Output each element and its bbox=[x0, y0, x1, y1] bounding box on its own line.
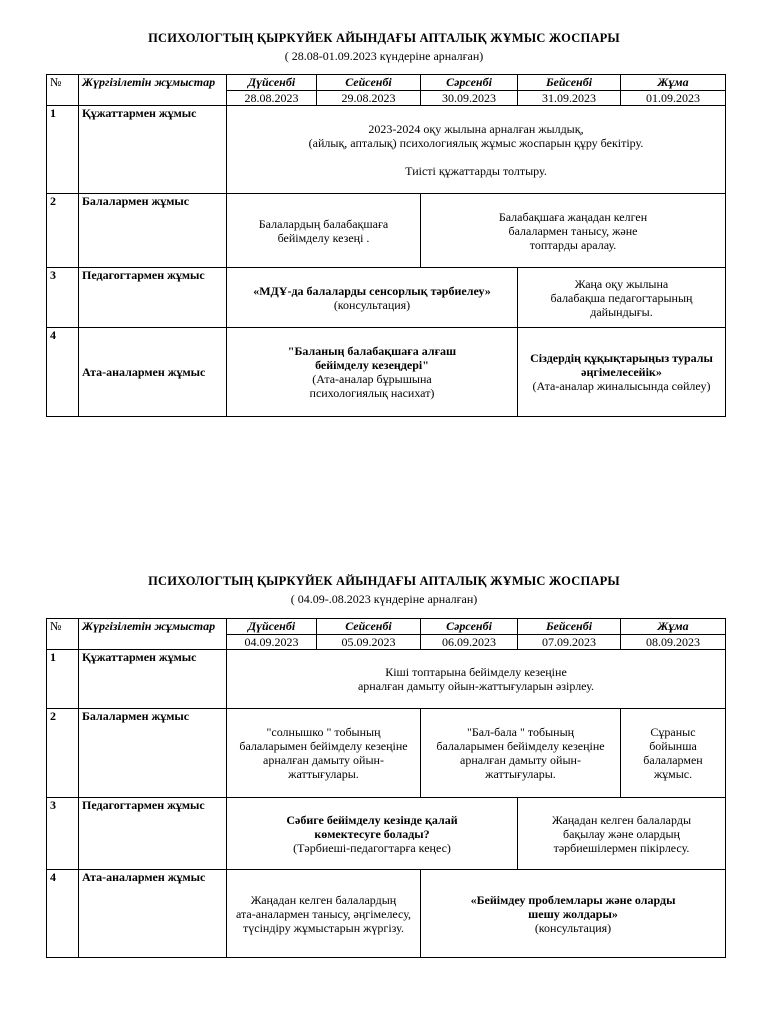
header-date: 05.09.2023 bbox=[317, 635, 421, 650]
header-num: № bbox=[47, 619, 79, 650]
header-day: Жұма bbox=[621, 619, 726, 635]
row-number: 2 bbox=[47, 194, 79, 268]
header-day: Дүйсенбі bbox=[227, 75, 317, 91]
cell-bold-text: «Бейімдеу проблемлары және оларды шешу жолдары» bbox=[470, 892, 676, 921]
row-number: 1 bbox=[47, 650, 79, 709]
plan1-subtitle: ( 28.08-01.09.2023 күндеріне арналған) bbox=[284, 49, 484, 63]
row-activity: Педагогтармен жұмыс bbox=[79, 798, 227, 870]
cell-text: (Тәрбиеші-педагогтарға кеңес) bbox=[293, 840, 451, 855]
header-day: Сейсенбі bbox=[317, 75, 421, 91]
header-date: 04.09.2023 bbox=[227, 635, 317, 650]
row-activity: Педагогтармен жұмыс bbox=[79, 268, 227, 328]
row-activity: Құжаттармен жұмыс bbox=[79, 106, 227, 194]
header-date: 31.09.2023 bbox=[518, 91, 621, 106]
row-cell: Жаңадан келген балаларды бақылау және олардың тәрбиешілермен пікірлесу. bbox=[518, 798, 726, 870]
header-works: Жүргізілетін жұмыстар bbox=[79, 619, 227, 650]
header-date: 28.08.2023 bbox=[227, 91, 317, 106]
header-date: 30.09.2023 bbox=[421, 91, 518, 106]
row-activity: Балалармен жұмыс bbox=[79, 194, 227, 268]
header-day: Дүйсенбі bbox=[227, 619, 317, 635]
row-activity: Ата-аналармен жұмыс bbox=[79, 328, 227, 417]
table-row bbox=[47, 328, 726, 417]
row-cell bbox=[227, 268, 518, 328]
header-num: № bbox=[47, 75, 79, 106]
header-date: 29.08.2023 bbox=[317, 91, 421, 106]
row-number: 3 bbox=[47, 268, 79, 328]
plan1-table bbox=[46, 74, 726, 417]
row-number: 4 bbox=[47, 870, 79, 958]
row-cell bbox=[227, 798, 518, 870]
row-cell bbox=[518, 328, 726, 417]
row-activity: Ата-аналармен жұмыс bbox=[79, 870, 227, 958]
header-day: Бейсенбі bbox=[518, 619, 621, 635]
row-cell bbox=[421, 870, 726, 958]
cell-text: (Ата-аналар бұрышына психологиялық насихат) bbox=[309, 372, 435, 400]
row-cell: Кіші топтарына бейімделу кезеңіне арналған дамыту ойын-жаттығуларын әзірлеу. bbox=[227, 650, 726, 709]
cell-text: (Ата-аналар жиналысында сөйлеу) bbox=[532, 379, 711, 393]
row-activity: Балалармен жұмыс bbox=[79, 709, 227, 798]
row-activity: Құжаттармен жұмыс bbox=[79, 650, 227, 709]
header-date: 08.09.2023 bbox=[621, 635, 726, 650]
table-row bbox=[47, 870, 726, 958]
row-number: 1 bbox=[47, 106, 79, 194]
cell-text: (консультация) bbox=[534, 920, 612, 935]
row-number: 4 bbox=[47, 328, 79, 417]
header-day: Сейсенбі bbox=[317, 619, 421, 635]
table-row bbox=[47, 268, 726, 328]
cell-bold-text: "Баланың балабақшаға алғаш бейімделу кезеңдері" bbox=[287, 344, 457, 372]
plan2-title: ПСИХОЛОГТЫҢ ҚЫРКҮЙЕК АЙЫНДАҒЫ АПТАЛЫҚ ЖҰМЫС ЖОСПАРЫ bbox=[148, 574, 620, 588]
header-day: Бейсенбі bbox=[518, 75, 621, 91]
plan2-subtitle: ( 04.09-.08.2023 күндеріне арналған) bbox=[290, 592, 478, 606]
cell-text: Тиісті құжаттарды толтыру. bbox=[405, 163, 547, 178]
row-cell bbox=[227, 328, 518, 417]
row-cell: Балалардың балабақшаға бейімделу кезеңі . bbox=[227, 194, 421, 268]
row-cell: "солнышко " тобының балаларымен бейімделу кезеңіне арналған дамыту ойын- жаттығулары. bbox=[227, 709, 421, 798]
table-row bbox=[47, 709, 726, 798]
cell-bold-text: Сәбиге бейімделу кезінде қалай көмектесуге болады? bbox=[286, 812, 458, 841]
header-day: Сәрсенбі bbox=[421, 619, 518, 635]
table-row bbox=[47, 106, 726, 194]
header-date: 07.09.2023 bbox=[518, 635, 621, 650]
row-cell: Жаңадан келген балалардың ата-аналармен танысу, әңгімелесу, түсіндіру жұмыстарын жүргізу. bbox=[227, 870, 421, 958]
row-cell bbox=[227, 106, 726, 194]
cell-text: (консультация) bbox=[333, 297, 411, 312]
plan2-table bbox=[46, 618, 726, 958]
header-date: 06.09.2023 bbox=[421, 635, 518, 650]
row-cell: "Бал-бала " тобының балаларымен бейімделу кезеңіне арналған дамыту ойын- жаттығулары. bbox=[421, 709, 621, 798]
header-day: Жұма bbox=[621, 75, 726, 91]
header-works: Жүргізілетін жұмыстар bbox=[79, 75, 227, 106]
table-row bbox=[47, 194, 726, 268]
table-row bbox=[47, 798, 726, 870]
row-cell: Балабақшаға жаңадан келген балалармен танысу, және топтарды аралау. bbox=[421, 194, 726, 268]
row-cell: Жаңа оқу жылына балабақша педагогтарының дайындығы. bbox=[518, 268, 726, 328]
cell-text: 2023-2024 оқу жылына арналған жылдық, (айлық, апталық) психологиялық жұмыс жоспарын құру бекітіру. bbox=[308, 121, 644, 150]
header-date: 01.09.2023 bbox=[621, 91, 726, 106]
row-number: 2 bbox=[47, 709, 79, 798]
plan1-title: ПСИХОЛОГТЫҢ ҚЫРКҮЙЕК АЙЫНДАҒЫ АПТАЛЫҚ ЖҰМЫС ЖОСПАРЫ bbox=[148, 31, 620, 45]
cell-bold-text: «МДҰ-да балаларды сенсорлық тәрбиелеу» bbox=[253, 283, 491, 298]
header-day: Сәрсенбі bbox=[421, 75, 518, 91]
cell-bold-text: Сіздердің құқықтарыңыз туралы әңгімелесейік» bbox=[530, 351, 713, 379]
row-cell: Сұраныс бойынша балалармен жұмыс. bbox=[621, 709, 726, 798]
row-number: 3 bbox=[47, 798, 79, 870]
table-row bbox=[47, 650, 726, 709]
